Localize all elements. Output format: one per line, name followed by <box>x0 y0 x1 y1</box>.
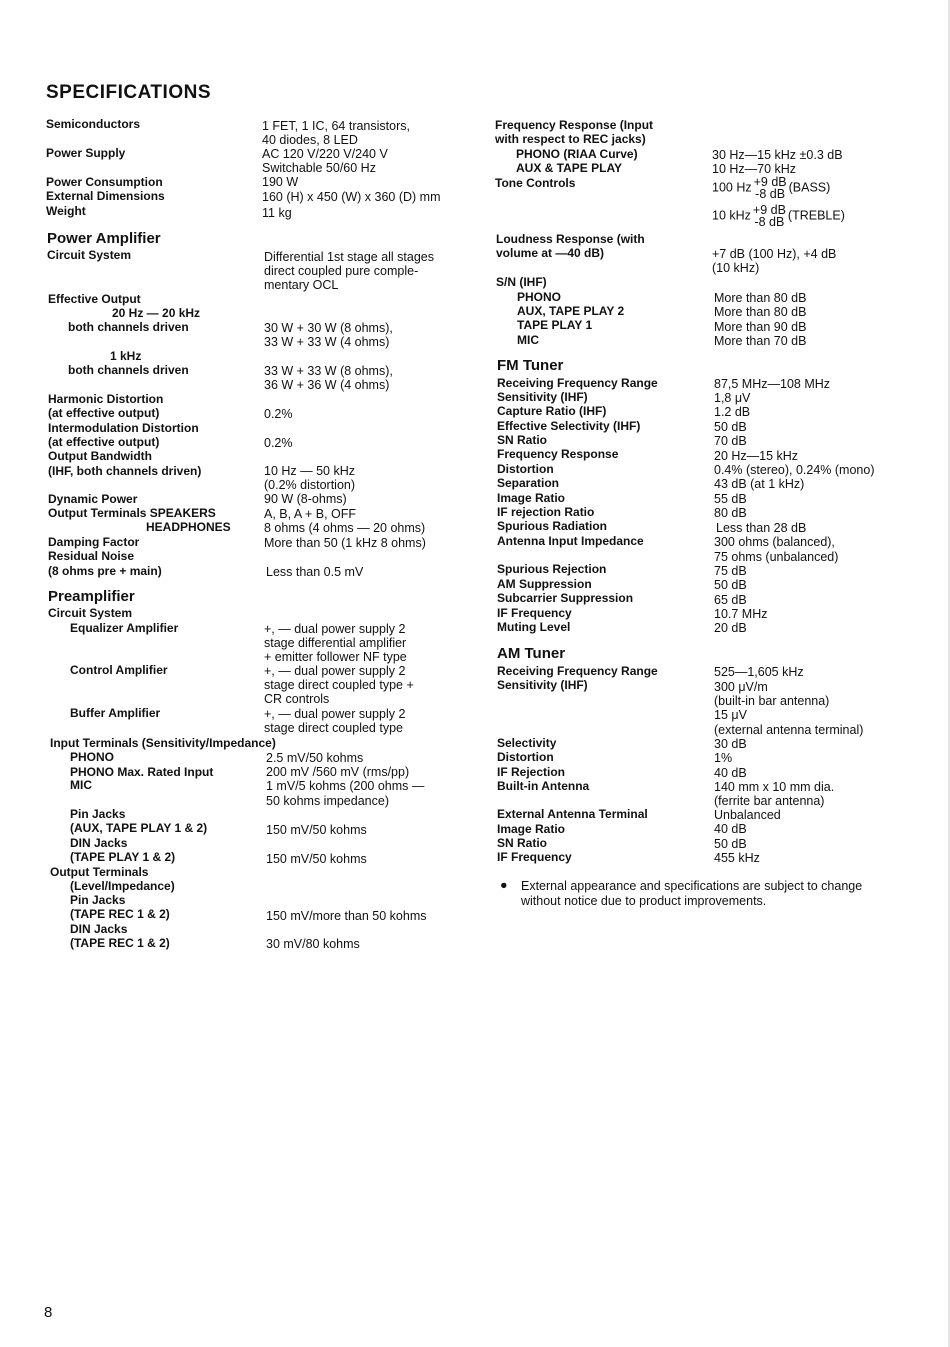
spec-label: Pin Jacks <box>70 893 126 907</box>
spec-label: IF Frequency <box>497 606 572 620</box>
spec-label: (8 ohms pre + main) <box>48 564 162 578</box>
spec-label: S/N (IHF) <box>496 275 547 289</box>
spec-value: 40 dB <box>714 766 747 780</box>
spec-value: (0.2% distortion) <box>264 478 356 492</box>
spec-label: External Dimensions <box>46 189 165 203</box>
spec-label: Antenna Input Impedance <box>497 534 644 548</box>
note-line-2: without notice due to product improvements. <box>521 894 767 908</box>
spec-label: Capture Ratio (IHF) <box>497 404 607 418</box>
tone-bass-minus: -8 dB <box>755 187 786 201</box>
spec-value: 140 mm x 10 mm dia. <box>714 780 835 794</box>
spec-label: Output Bandwidth <box>48 449 152 463</box>
spec-value: 50 dB <box>714 420 747 434</box>
spec-value: (ferrite bar antenna) <box>714 794 825 808</box>
spec-label: Sensitivity (IHF) <box>497 390 588 404</box>
tone-treble-minus: -8 dB <box>754 215 785 229</box>
spec-label: MIC <box>517 333 539 347</box>
spec-label: (at effective output) <box>48 435 160 449</box>
spec-value: Less than 28 dB <box>716 521 807 535</box>
spec-value: Switchable 50/60 Hz <box>262 161 376 175</box>
spec-value: A, B, A + B, OFF <box>264 507 357 521</box>
spec-label: Dynamic Power <box>48 492 138 506</box>
spec-value: 43 dB (at 1 kHz) <box>714 477 805 491</box>
spec-label: PHONO <box>70 750 115 764</box>
spec-value: 75 dB <box>714 564 747 578</box>
spec-label: TAPE PLAY 1 <box>517 318 593 332</box>
spec-label: SN Ratio <box>497 836 548 850</box>
spec-value: 150 mV/50 kohms <box>266 852 367 866</box>
spec-value: 150 mV/50 kohms <box>266 823 367 837</box>
spec-value: 1 mV/5 kohms (200 ohms — <box>266 779 425 793</box>
spec-label: (AUX, TAPE PLAY 1 & 2) <box>70 821 208 835</box>
spec-label: SN Ratio <box>497 433 548 447</box>
spec-value: 65 dB <box>714 593 747 607</box>
tone-treble-value <box>712 204 845 234</box>
page-title: SPECIFICATIONS <box>46 82 211 103</box>
spec-value: 0.2% <box>264 436 293 450</box>
spec-value: 30 dB <box>714 737 747 751</box>
spec-label: IF Frequency <box>497 850 572 864</box>
tone-bass-range <box>754 176 787 200</box>
section-heading: FM Tuner <box>497 357 564 374</box>
spec-label: Pin Jacks <box>70 807 126 821</box>
spec-value: 1,8 μV <box>714 391 751 405</box>
spec-label: Buffer Amplifier <box>70 706 161 720</box>
spec-label: Built-in Antenna <box>497 779 590 793</box>
spec-value: 200 mV /560 mV (rms/pp) <box>266 765 410 779</box>
spec-value: 2.5 mV/50 kohms <box>266 751 364 765</box>
spec-label: Receiving Frequency Range <box>497 664 658 678</box>
spec-value: 15 μV <box>714 708 747 722</box>
spec-label: (TAPE PLAY 1 & 2) <box>70 850 176 864</box>
spec-value: Differential 1st stage all stages <box>264 250 435 264</box>
spec-value: 1 FET, 1 IC, 64 transistors, <box>262 119 410 133</box>
note-bullet: ● <box>500 878 508 892</box>
spec-value: CR controls <box>264 692 330 706</box>
tone-bass-freq: 100 Hz <box>712 180 752 195</box>
spec-value: 30 W + 30 W (8 ohms), <box>264 321 393 335</box>
spec-label: Input Terminals (Sensitivity/Impedance) <box>50 736 276 750</box>
spec-value: 0.2% <box>264 407 293 421</box>
spec-value: stage direct coupled type <box>264 721 403 735</box>
spec-label: IF Rejection <box>497 765 566 779</box>
spec-value: 20 dB <box>714 621 747 635</box>
spec-value: Unbalanced <box>714 808 781 822</box>
spec-value: +, — dual power supply 2 <box>264 622 406 636</box>
spec-value: 300 ohms (balanced), <box>714 535 835 549</box>
spec-value: +, — dual power supply 2 <box>264 664 406 678</box>
spec-value: 50 dB <box>714 837 747 851</box>
spec-value: 11 kg <box>262 206 292 220</box>
section-heading: Preamplifier <box>48 588 135 605</box>
spec-label: Separation <box>497 476 560 490</box>
spec-label: 1 kHz <box>110 349 142 363</box>
section-heading: Power Amplifier <box>47 230 161 247</box>
spec-label: (TAPE REC 1 & 2) <box>70 936 170 950</box>
tone-bass-label: (BASS) <box>788 180 831 195</box>
spec-label: Harmonic Distortion <box>48 392 164 406</box>
spec-value: 525—1,605 kHz <box>714 665 804 679</box>
spec-label: Power Consumption <box>46 175 163 189</box>
spec-label: (IHF, both channels driven) <box>48 464 202 478</box>
spec-label: Tone Controls <box>495 176 576 190</box>
spec-value: 10 Hz — 50 kHz <box>264 464 356 478</box>
spec-label: both channels driven <box>68 320 189 334</box>
spec-value: 30 mV/80 kohms <box>266 937 360 951</box>
spec-label: Circuit System <box>47 248 132 262</box>
spec-label: Image Ratio <box>497 822 566 836</box>
spec-value: + emitter follower NF type <box>264 650 407 664</box>
spec-label: Loudness Response (with <box>496 232 645 246</box>
note-line-1: External appearance and specifications are subject to change <box>521 879 863 893</box>
spec-label: volume at —40 dB) <box>496 246 605 260</box>
spec-value: 33 W + 33 W (8 ohms), <box>264 364 393 378</box>
spec-value: 190 W <box>262 175 299 189</box>
spec-label: Damping Factor <box>48 535 140 549</box>
spec-value: 10.7 MHz <box>714 607 768 621</box>
spec-value: More than 90 dB <box>714 320 807 334</box>
page-number: 8 <box>44 1304 53 1321</box>
spec-value: 40 diodes, 8 LED <box>262 133 358 147</box>
spec-label: Intermodulation Distortion <box>48 421 199 435</box>
spec-value: More than 80 dB <box>714 291 807 305</box>
spec-value: 160 (H) x 450 (W) x 360 (D) mm <box>262 190 441 204</box>
spec-value: (external antenna terminal) <box>714 723 864 737</box>
spec-value: 87,5 MHz—108 MHz <box>714 377 831 391</box>
spec-label: Frequency Response (Input <box>495 118 654 132</box>
spec-label: Sensitivity (IHF) <box>497 678 588 692</box>
spec-label: with respect to REC jacks) <box>495 132 646 146</box>
spec-label: Muting Level <box>497 620 571 634</box>
spec-value: 33 W + 33 W (4 ohms) <box>264 335 390 349</box>
spec-label: Subcarrier Suppression <box>497 591 634 605</box>
spec-label: External Antenna Terminal <box>497 807 648 821</box>
spec-value: More than 70 dB <box>714 334 807 348</box>
spec-value: 20 Hz—15 kHz <box>714 449 799 463</box>
spec-value: 50 dB <box>714 578 747 592</box>
spec-label: 20 Hz — 20 kHz <box>112 306 201 320</box>
spec-label: PHONO (RIAA Curve) <box>516 147 638 161</box>
spec-label: Effective Selectivity (IHF) <box>497 419 641 433</box>
spec-label: MIC <box>70 778 92 792</box>
spec-label: Selectivity <box>497 736 557 750</box>
spec-label: Output Terminals <box>50 865 149 879</box>
tone-bass-value <box>712 176 830 206</box>
spec-label: Effective Output <box>48 292 141 306</box>
spec-label: AM Suppression <box>497 577 592 591</box>
spec-value: 36 W + 36 W (4 ohms) <box>264 378 390 392</box>
spec-label: AUX, TAPE PLAY 2 <box>517 304 625 318</box>
spec-label: Frequency Response <box>497 447 619 461</box>
spec-label: IF rejection Ratio <box>497 505 595 519</box>
tone-bass-plus: +9 dB <box>753 175 787 189</box>
tone-treble-range <box>753 204 786 228</box>
tone-treble-plus: +9 dB <box>752 203 786 217</box>
spec-value: +7 dB (100 Hz), +4 dB <box>712 247 837 261</box>
tone-treble-freq: 10 kHz <box>712 208 751 223</box>
spec-value: 90 W (8-ohms) <box>264 492 347 506</box>
spec-label: Distortion <box>497 750 554 764</box>
spec-label: both channels driven <box>68 363 189 377</box>
spec-value: AC 120 V/220 V/240 V <box>262 147 388 161</box>
spec-label: Output Terminals SPEAKERS <box>48 506 216 520</box>
spec-value: 8 ohms (4 ohms — 20 ohms) <box>264 521 426 535</box>
spec-value: stage differential amplifier <box>264 636 407 650</box>
spec-value: 1.2 dB <box>714 405 751 419</box>
spec-value: 55 dB <box>714 492 747 506</box>
spec-label: (Level/Impedance) <box>70 879 175 893</box>
spec-label: DIN Jacks <box>70 922 128 936</box>
spec-value: 80 dB <box>714 506 747 520</box>
spec-label: Equalizer Amplifier <box>70 621 179 635</box>
spec-value: (built-in bar antenna) <box>714 694 830 708</box>
tone-treble-label: (TREBLE) <box>787 208 845 223</box>
spec-label: Semiconductors <box>46 117 141 131</box>
spec-value: 0.4% (stereo), 0.24% (mono) <box>714 463 875 477</box>
spec-label: AUX & TAPE PLAY <box>516 161 623 175</box>
spec-value: mentary OCL <box>264 278 339 292</box>
spec-value: 50 kohms impedance) <box>266 794 389 808</box>
spec-value: 150 mV/more than 50 kohms <box>266 909 427 923</box>
spec-value: Less than 0.5 mV <box>266 565 364 579</box>
section-heading: AM Tuner <box>497 645 566 662</box>
spec-value: More than 50 (1 kHz 8 ohms) <box>264 536 426 550</box>
spec-value: +, — dual power supply 2 <box>264 707 406 721</box>
spec-label: (TAPE REC 1 & 2) <box>70 907 170 921</box>
spec-label: HEADPHONES <box>146 520 231 534</box>
spec-label: Weight <box>46 204 86 218</box>
spec-label: PHONO <box>517 290 562 304</box>
spec-label: Residual Noise <box>48 549 135 563</box>
spec-label: Power Supply <box>46 146 126 160</box>
spec-value: (10 kHz) <box>712 261 760 275</box>
spec-value: 75 ohms (unbalanced) <box>714 550 839 564</box>
spec-label: DIN Jacks <box>70 836 128 850</box>
spec-value: 30 Hz—15 kHz ±0.3 dB <box>712 148 843 162</box>
spec-value: 1% <box>714 751 733 765</box>
spec-label: (at effective output) <box>48 406 160 420</box>
spec-label: PHONO Max. Rated Input <box>70 765 214 779</box>
spec-value: 300 μV/m <box>714 680 768 694</box>
spec-label: Control Amplifier <box>70 663 168 677</box>
spec-label: Spurious Rejection <box>497 562 607 576</box>
spec-value: 40 dB <box>714 822 747 836</box>
spec-label: Image Ratio <box>497 491 566 505</box>
spec-value: 10 Hz—70 kHz <box>712 162 797 176</box>
spec-value: 455 kHz <box>714 851 760 865</box>
spec-value: 70 dB <box>714 434 747 448</box>
spec-label: Spurious Radiation <box>497 519 608 533</box>
spec-label: Receiving Frequency Range <box>497 376 658 390</box>
spec-label: Distortion <box>497 462 554 476</box>
spec-value: More than 80 dB <box>714 305 807 319</box>
spec-value: stage direct coupled type + <box>264 678 414 692</box>
spec-value: direct coupled pure comple- <box>264 264 419 278</box>
spec-label: Circuit System <box>48 606 133 620</box>
